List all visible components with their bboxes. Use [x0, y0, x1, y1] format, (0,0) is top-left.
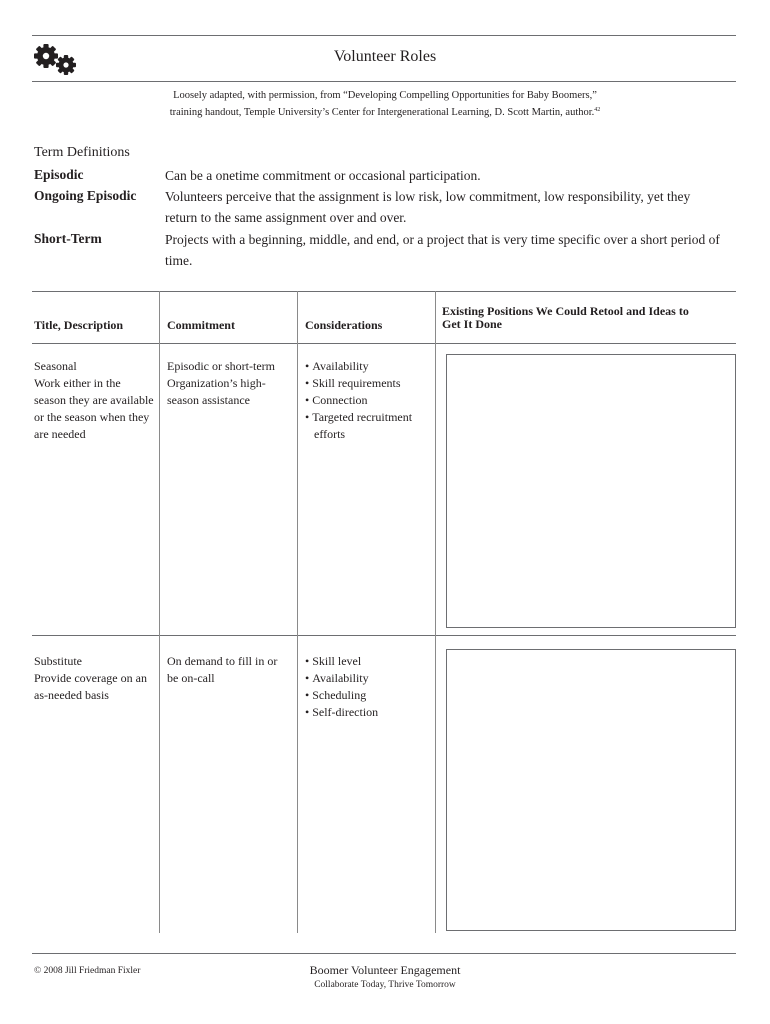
- table-bottom-rule: [32, 953, 736, 954]
- role-description-substitute: Provide coverage on an as-needed basis: [34, 671, 147, 702]
- copyright-notice: © 2008 Jill Friedman Fixler: [34, 966, 141, 976]
- consideration-item: • Availability: [305, 670, 431, 687]
- answer-box-seasonal[interactable]: [446, 354, 736, 628]
- header-top-rule: [32, 35, 736, 36]
- term-name-short-term: Short-Term: [34, 231, 102, 246]
- role-title-substitute: Substitute: [34, 654, 83, 668]
- column-divider-1: [159, 291, 160, 933]
- term-name-ongoing-episodic: Ongoing Episodic: [34, 188, 137, 203]
- considerations-list-seasonal: [305, 358, 431, 443]
- column-header-commitment: Commitment: [167, 318, 235, 332]
- considerations-list-substitute: [305, 653, 431, 721]
- commitment-seasonal: Episodic or short-term Organization’s high-season assistance: [167, 359, 275, 407]
- column-header-existing-positions: Existing Positions We Could Retool and Ideas to Get It Done: [442, 304, 689, 331]
- column-divider-3: [435, 291, 436, 933]
- column-header-considerations: Considerations: [305, 318, 383, 332]
- credit-reference-number: 42: [594, 107, 601, 113]
- consideration-item: • Scheduling: [305, 687, 431, 704]
- answer-box-substitute[interactable]: [446, 649, 736, 931]
- table-header-rule: [32, 343, 736, 344]
- consideration-item: • Connection: [305, 392, 431, 409]
- footer-book-subtitle: Collaborate Today, Thrive Tomorrow: [314, 980, 456, 990]
- term-definitions-heading: Term Definitions: [34, 145, 130, 160]
- header-bottom-rule: [32, 81, 736, 82]
- term-definition-short-term: Projects with a beginning, middle, and end, or a project that is very time specific over a short period of time.: [165, 232, 720, 268]
- consideration-item: • Targeted recruitment efforts: [305, 409, 431, 443]
- role-title-seasonal: Seasonal: [34, 359, 77, 373]
- credit-line-1: Loosely adapted, with permission, from “Developing Compelling Opportunities for Baby Boomers,”: [173, 90, 597, 101]
- consideration-item: • Skill requirements: [305, 375, 431, 392]
- table-row-seasonal-title-cell: [34, 358, 154, 443]
- consideration-item: • Self-direction: [305, 704, 431, 721]
- credit-line-2-text: training handout, Temple University’s Center for Intergenerational Learning, D. Scott Martin, author.: [169, 107, 595, 118]
- column-header-title: Title, Description: [34, 318, 124, 332]
- consideration-item: • Availability: [305, 358, 431, 375]
- table-row-divider: [32, 635, 736, 636]
- table-top-rule: [32, 291, 736, 292]
- term-definition-episodic: Can be a onetime commitment or occasional participation.: [165, 168, 481, 183]
- term-definition-ongoing-episodic: Volunteers perceive that the assignment is low risk, low commitment, low responsibility, yet they return to the same assignment over and over.: [165, 189, 691, 225]
- footer-book-title: Boomer Volunteer Engagement: [309, 963, 461, 977]
- table-row-substitute-title-cell: [34, 653, 154, 704]
- column-divider-2: [297, 291, 298, 933]
- term-name-episodic: Episodic: [34, 167, 84, 182]
- credit-line-2: [0, 107, 770, 118]
- commitment-substitute: On demand to fill in or be on-call: [167, 654, 278, 685]
- role-description-seasonal: Work either in the season they are available or the season when they are needed: [34, 376, 154, 441]
- page-title: Volunteer Roles: [333, 48, 437, 65]
- consideration-item: • Skill level: [305, 653, 431, 670]
